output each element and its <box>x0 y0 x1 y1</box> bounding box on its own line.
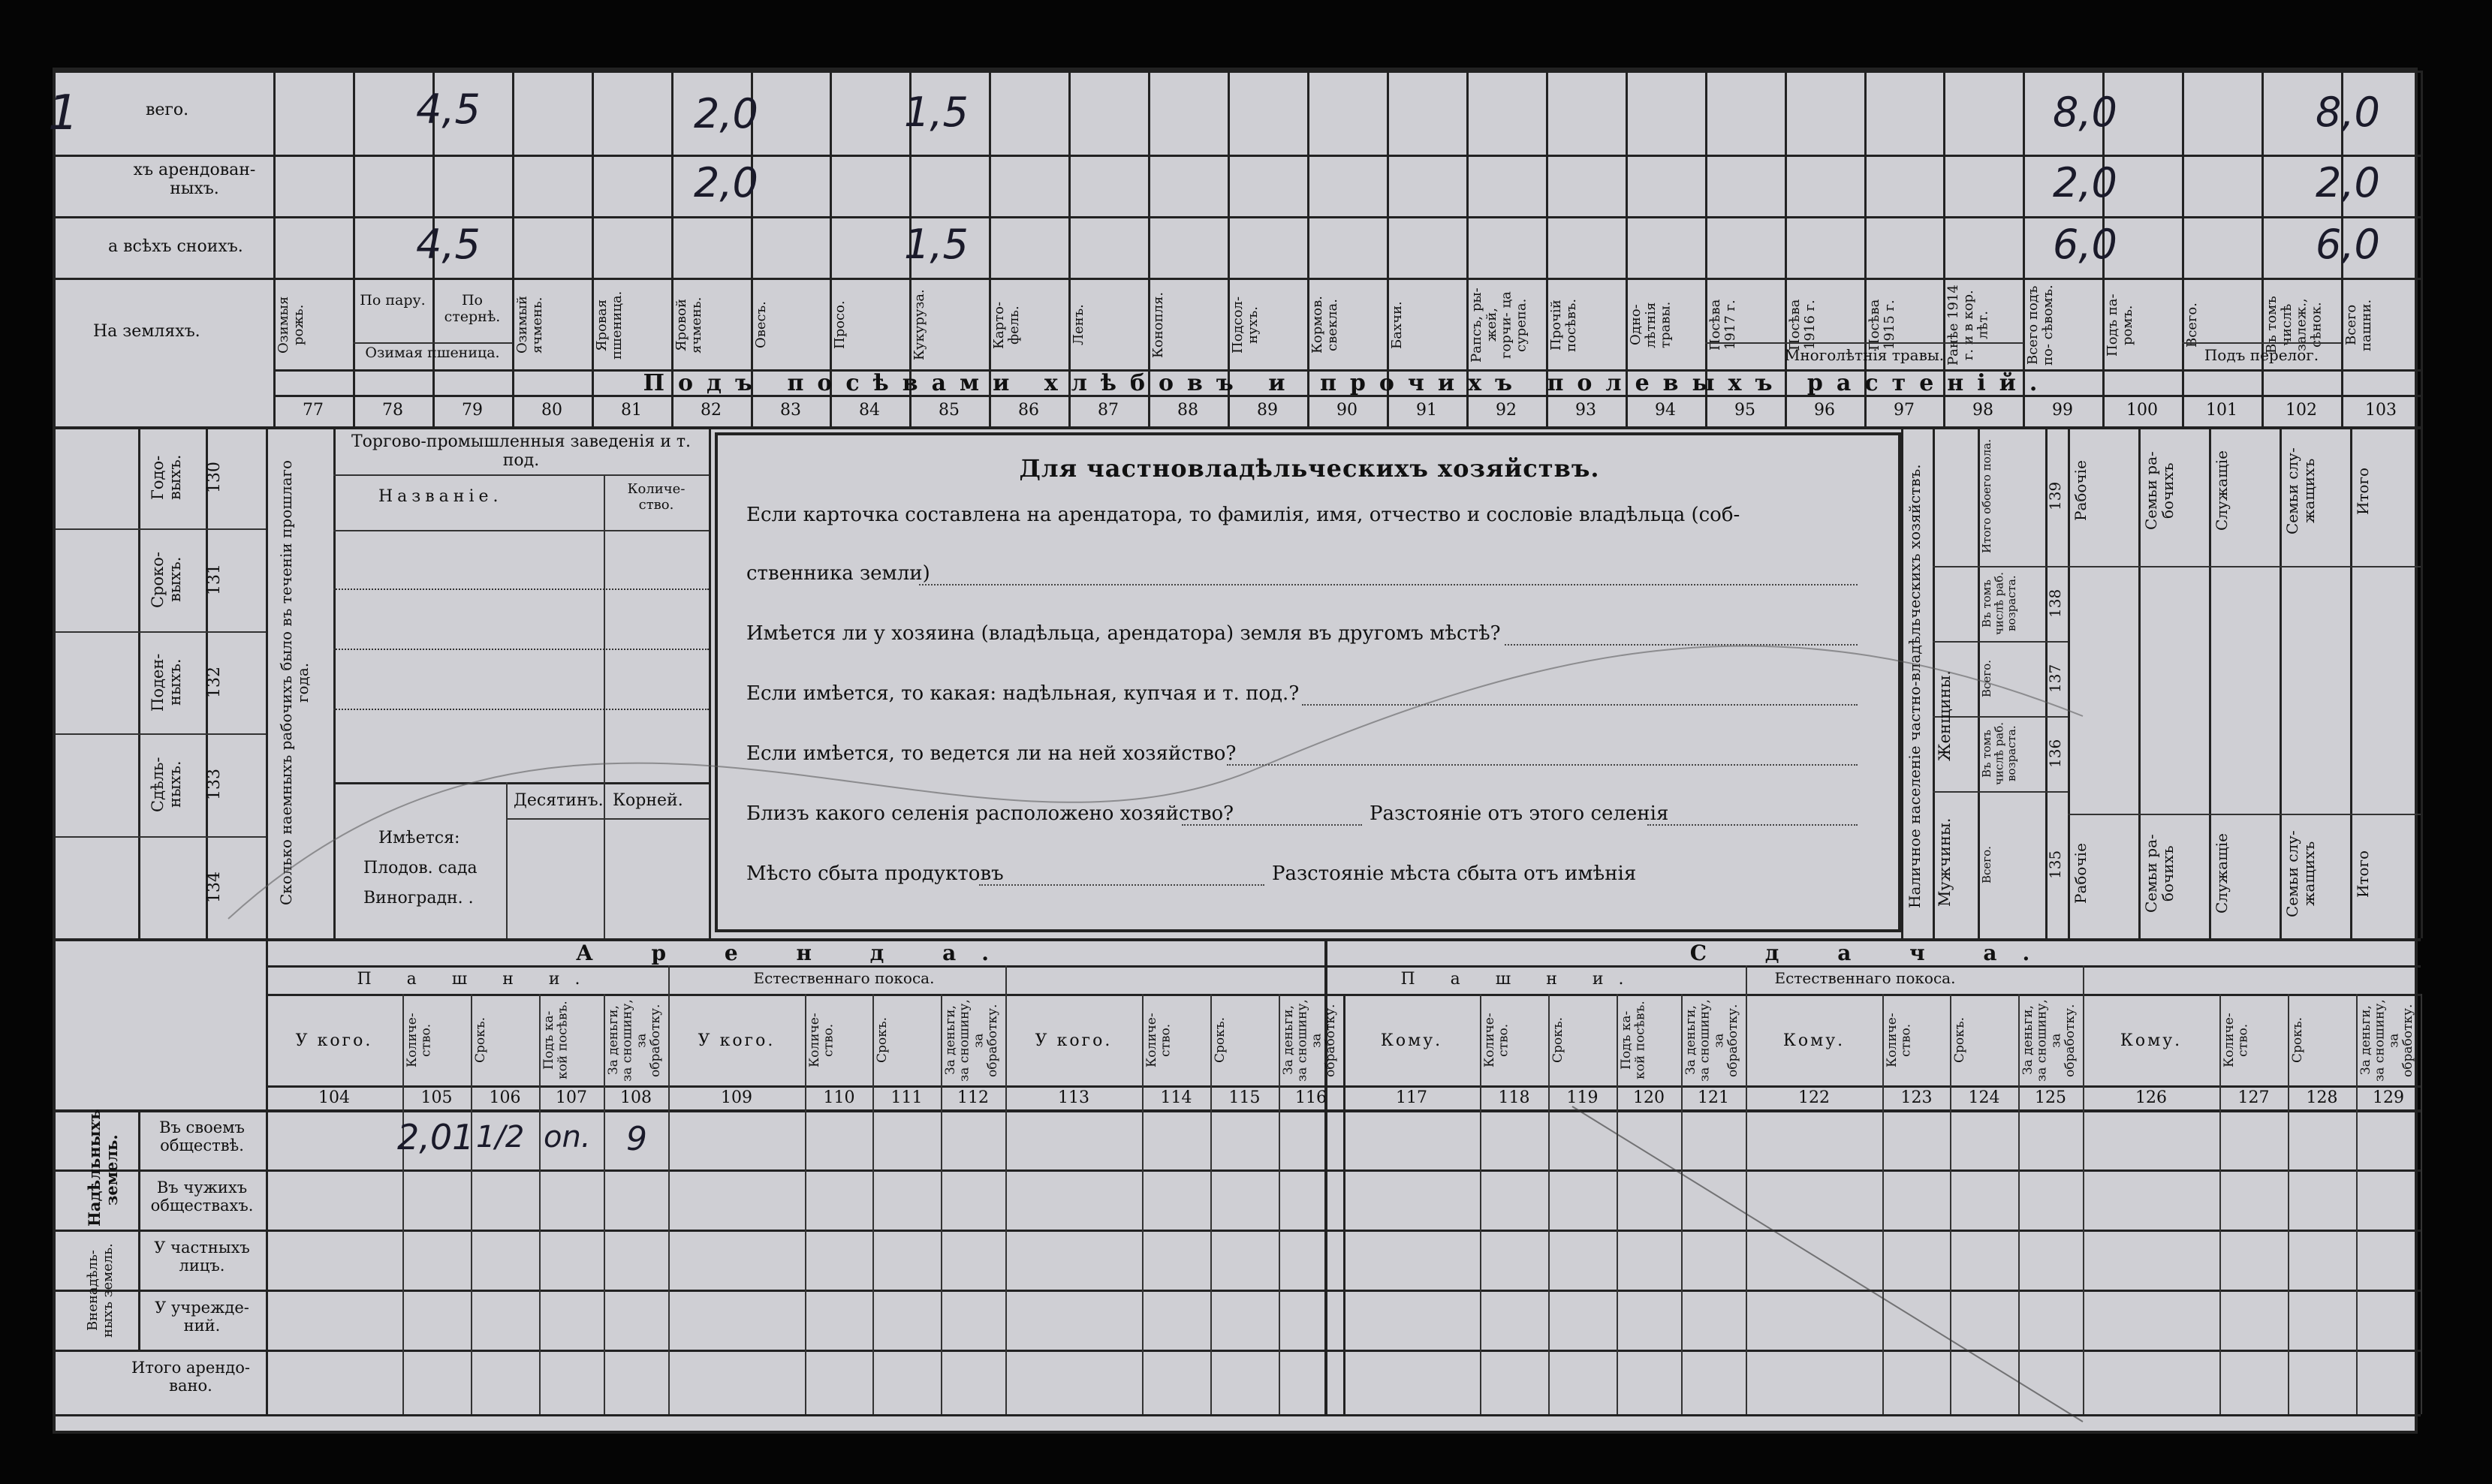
column-header: Карто- фель. <box>991 301 1022 349</box>
column-number: 80 <box>541 401 562 420</box>
sdacha-title: С д а ч а. <box>1689 941 2056 965</box>
population-num: 137 <box>2046 664 2064 694</box>
column-header: Посѣва 1917 г. <box>1707 299 1738 351</box>
population-col: Въ томъ числѣ раб. возраста. <box>1980 572 2018 636</box>
row-mark: 1 <box>48 86 79 141</box>
bottom-col-header: Срокъ. <box>1550 1017 1565 1064</box>
hand-value: on. <box>544 1120 591 1154</box>
private-line: Если имѣется, то ведется ли на ней хозяйство? <box>746 742 1237 765</box>
bottom-col-header: Срокъ. <box>875 1017 890 1064</box>
bottom-col-number: 106 <box>489 1088 521 1107</box>
bottom-col-header: Срокъ. <box>473 1017 488 1064</box>
bottom-col-number: 114 <box>1160 1088 1192 1107</box>
has-title: Имѣется: <box>378 829 460 847</box>
row-private: У частныхъ лицъ. <box>154 1239 250 1275</box>
column-header: Просо. <box>832 300 848 350</box>
column-number: 83 <box>780 401 801 420</box>
hand-value: 8,0 <box>2053 89 2117 136</box>
column-header: Ленъ. <box>1071 304 1086 346</box>
bottom-col-header: За деньги, за сношину, за обработку. <box>1683 999 1741 1082</box>
worker-number: 134 <box>205 871 224 903</box>
column-number: 78 <box>382 401 403 420</box>
population-num: 138 <box>2046 588 2064 619</box>
column-number: 102 <box>2286 401 2317 420</box>
rule <box>2421 71 2423 426</box>
column-header: Посѣва 1915 г. <box>1867 299 1897 351</box>
group-header: Многолѣтнiя травы. <box>1784 346 1945 364</box>
population-col: Въ томъ числѣ раб. возраста. <box>1980 722 2018 786</box>
column-header: Яровой ячмень. <box>673 296 704 354</box>
bottom-col-header: У кого. <box>698 1031 776 1050</box>
has-roots-header: Корней. <box>613 791 683 810</box>
bottom-col-number: 118 <box>1498 1088 1530 1107</box>
worker-number: 133 <box>205 769 224 800</box>
bottom-col-header: Кому. <box>2120 1031 2183 1050</box>
column-number: 103 <box>2365 401 2397 420</box>
bottom-col-number: 119 <box>1566 1088 1599 1107</box>
bottom-col-header: Количе- ство. <box>1482 1013 1511 1068</box>
bottom-col-number: 115 <box>1228 1088 1261 1107</box>
hand-value: 1,5 <box>904 89 969 136</box>
bottom-col-header: За деньги, за сношину, за обработку. <box>2358 999 2416 1082</box>
right-col-header: Семьи слу- жащихъ <box>2283 830 2318 917</box>
bottom-col-header: Подъ ка- кой посѣвъ. <box>1619 1001 1648 1080</box>
population-num: 139 <box>2046 481 2064 511</box>
column-header: Бахчи. <box>1389 301 1405 349</box>
worker-type: Сроко- выхъ. <box>149 551 185 608</box>
pencil-curve <box>56 71 2421 1437</box>
bottom-col-number: 111 <box>890 1088 923 1107</box>
bottom-col-number: 104 <box>318 1088 350 1107</box>
right-col-header: Служащiе <box>2213 450 2231 531</box>
bottom-col-number: 122 <box>1798 1088 1830 1107</box>
column-number: 93 <box>1575 401 1596 420</box>
bottom-col-header: Кому. <box>1380 1031 1443 1050</box>
column-number: 96 <box>1814 401 1835 420</box>
rule <box>2421 426 2423 938</box>
bottom-col-number: 113 <box>1058 1088 1089 1107</box>
worker-type: Поден- ныхъ. <box>149 653 185 712</box>
private-line: Близъ какого селенiя расположено хозяйство? <box>746 802 1234 825</box>
right-col-header: Рабочiе <box>2072 460 2090 522</box>
private-line: Имѣется ли у хозяина (владѣльца, арендатора) земля въ другомъ мѣстѣ? <box>746 622 1501 645</box>
worker-type: Сдѣль- ныхъ. <box>149 757 185 812</box>
private-line: ственника земли) <box>746 562 930 585</box>
row-other-society: Въ чужихъ обществахъ. <box>150 1178 254 1215</box>
column-header: Овесъ. <box>753 301 769 349</box>
right-col-header: Итого <box>2354 850 2372 898</box>
bottom-col-header: Срокъ. <box>1952 1017 1967 1064</box>
column-header: Въ томъ числѣ залеж., сѣнок. <box>2264 296 2325 354</box>
crops-banner: Подъ посѣвами хлѣбовъ и прочихъ полевыхъ растенiй. <box>643 370 2051 396</box>
sdacha-pokos: Естественнаго покоса. <box>1774 969 1956 987</box>
bottom-col-header: Кому. <box>1782 1031 1846 1050</box>
group-vnenadel: Вненадѣль- ныхъ земель. <box>85 1243 116 1338</box>
row-total-rented: Итого арендо- вано. <box>131 1359 250 1395</box>
hand-value: 1/2 <box>476 1120 525 1154</box>
private-line: Мѣсто сбыта продуктовъ <box>746 862 1004 885</box>
bottom-col-header: Количе- ство. <box>1885 1013 1914 1068</box>
row-label-rented: хъ арендован- ныхъ. <box>133 161 256 199</box>
population-num: 136 <box>2046 739 2064 769</box>
column-header: По стернѣ. <box>444 292 501 325</box>
right-col-header: Семьи ра- бочихъ <box>2142 451 2177 531</box>
right-col-header: Семьи ра- бочихъ <box>2142 834 2177 914</box>
group-nadel: Надѣльныхъ земель. <box>85 1109 122 1227</box>
column-header: Конопля. <box>1150 291 1166 359</box>
right-col-header: Итого <box>2354 467 2372 515</box>
group-header: Подъ перелог. <box>2204 346 2319 364</box>
private-title: Для частновладѣльческихъ хозяйствъ. <box>1019 454 1600 483</box>
private-line: Разстоянiе мѣста сбыта отъ имѣнiя <box>1272 862 1637 885</box>
column-number: 99 <box>2052 401 2073 420</box>
column-number: 86 <box>1018 401 1039 420</box>
has-dec-header: Десятинъ. <box>514 791 604 810</box>
bottom-col-header: Количе- ство. <box>2222 1013 2251 1068</box>
column-number: 88 <box>1177 401 1198 420</box>
population-title: Наличное населенiе частно-владѣльческихъ хозяйствъ. <box>1906 464 1924 908</box>
bottom-col-number: 108 <box>620 1088 652 1107</box>
rule <box>2421 994 2422 1414</box>
column-header: Ранѣе 1914 г. и в кор. лѣт. <box>1945 284 1991 366</box>
men-label: Мужчины. <box>1936 817 1954 908</box>
worker-number: 131 <box>205 564 224 595</box>
workers-title: Сколько наемныхъ рабочихъ было въ теченiи прошлаго года. <box>277 459 312 905</box>
bottom-col-number: 121 <box>1698 1088 1729 1107</box>
hand-value: 6,0 <box>2316 221 2380 268</box>
hand-value: 6,0 <box>2053 221 2117 268</box>
column-number: 91 <box>1416 401 1437 420</box>
bottom-col-number: 110 <box>823 1088 855 1107</box>
population-num: 135 <box>2046 850 2064 880</box>
bottom-col-header: Количе- ство. <box>405 1013 434 1068</box>
bottom-col-number: 112 <box>957 1088 989 1107</box>
column-number: 94 <box>1655 401 1676 420</box>
column-header: Яровая пшеница. <box>594 290 625 360</box>
worker-type: Годо- выхъ. <box>149 454 185 501</box>
column-number: 98 <box>1972 401 1993 420</box>
hand-value: 4,5 <box>416 86 481 133</box>
column-number: 79 <box>462 401 483 420</box>
group-header: Озимая пшеница. <box>365 345 500 361</box>
census-card <box>48 68 2418 1434</box>
row-institutions: У учрежде- ний. <box>155 1299 249 1335</box>
column-number: 101 <box>2206 401 2237 420</box>
bottom-col-number: 116 <box>1295 1088 1327 1107</box>
trade-title: Торгово-промышленныя заведенiя и т. под. <box>351 432 692 471</box>
column-number: 92 <box>1496 401 1517 420</box>
bottom-col-number: 120 <box>1633 1088 1665 1107</box>
column-number: 89 <box>1257 401 1278 420</box>
column-number: 82 <box>701 401 722 420</box>
column-header: Рапсъ, ры- жей, горчи- ца сурепа. <box>1469 287 1529 363</box>
column-number: 90 <box>1336 401 1357 420</box>
row-own-society: Въ своемъ обществѣ. <box>159 1118 245 1155</box>
column-header: Всего. <box>2184 303 2200 348</box>
bottom-col-header: Количе- ство. <box>1144 1013 1174 1068</box>
has-vineyard: Виноградн. . <box>363 889 474 908</box>
bottom-col-number: 107 <box>556 1088 587 1107</box>
column-header: Подсол- нухъ. <box>1230 296 1261 354</box>
column-number: 77 <box>303 401 324 420</box>
population-col: Итого обоего пола. <box>1980 439 1993 553</box>
bottom-col-number: 128 <box>2306 1088 2338 1107</box>
bottom-col-number: 109 <box>721 1088 752 1107</box>
women-label: Женщины. <box>1936 670 1954 762</box>
bottom-col-header: За деньги, за сношину, за обработку. <box>2020 999 2078 1082</box>
column-header: Кормов. свекла. <box>1309 296 1340 354</box>
right-col-header: Рабочiе <box>2072 843 2090 905</box>
hand-value: 2,01 <box>397 1117 475 1157</box>
bottom-col-header: Срокъ. <box>1213 1017 1228 1064</box>
column-header: Всего пашни. <box>2343 299 2374 351</box>
column-header: Посѣва 1916 г. <box>1787 299 1818 351</box>
population-col: Всего. <box>1980 660 1993 697</box>
bottom-col-header: За деньги, за сношину, за обработку. <box>1281 999 1339 1082</box>
bottom-col-number: 125 <box>2035 1088 2066 1107</box>
hand-value: 9 <box>626 1120 647 1158</box>
column-number: 85 <box>939 401 960 420</box>
bottom-col-number: 123 <box>1900 1088 1933 1107</box>
hand-value: 4,5 <box>416 221 481 268</box>
bottom-col-number: 117 <box>1396 1088 1427 1107</box>
hand-value: 2,0 <box>694 90 758 137</box>
column-number: 97 <box>1894 401 1915 420</box>
population-col: Всего. <box>1980 846 1993 883</box>
arenda-pashni: П а ш н и. <box>357 970 595 989</box>
bottom-col-header: За деньги, за сношину, за обработку. <box>606 999 664 1082</box>
column-header: Одно- лѣтнiя травы. <box>1628 301 1674 349</box>
row-label-total: вего. <box>146 101 189 119</box>
column-header: Озимый ячмень. <box>514 296 545 354</box>
private-line: Если карточка составлена на арендатора, то фамилiя, имя, отчество и сословiе владѣльца (соб- <box>746 504 1740 526</box>
bottom-col-number: 124 <box>1968 1088 2000 1107</box>
trade-qty-header: Количе- ство. <box>627 481 686 513</box>
right-col-header: Семьи слу- жащихъ <box>2283 447 2318 534</box>
column-number: 87 <box>1098 401 1119 420</box>
column-header: Подъ па- ромъ. <box>2105 293 2135 357</box>
row-label-own: а всѣхъ сноихъ. <box>108 237 243 256</box>
column-header: Всего подъ по- сѣвомъ. <box>2025 284 2056 366</box>
column-header: По пару. <box>360 292 426 309</box>
hand-value: 2,0 <box>2053 159 2117 206</box>
hand-value: 2,0 <box>694 159 758 206</box>
bottom-col-number: 105 <box>420 1088 453 1107</box>
worker-number: 132 <box>205 667 224 698</box>
private-line: Разстоянiе отъ этого селенiя <box>1370 802 1669 825</box>
column-number: 84 <box>859 401 880 420</box>
hand-value: 1,5 <box>904 221 969 268</box>
has-orchard: Плодов. сада <box>363 859 478 877</box>
bottom-col-header: За деньги, за сношину, за обработку. <box>943 999 1001 1082</box>
hand-value: 2,0 <box>2316 159 2380 206</box>
column-number: 100 <box>2126 401 2158 420</box>
bottom-col-header: У кого. <box>295 1031 373 1050</box>
bottom-col-header: Количе- ство. <box>807 1013 836 1068</box>
bottom-col-header: Подъ ка- кой посѣвъ. <box>541 1001 571 1080</box>
hand-value: 8,0 <box>2316 89 2380 136</box>
bottom-col-header: У кого. <box>1035 1031 1113 1050</box>
column-header: Кукуруза. <box>912 289 927 361</box>
sdacha-pashni: П а ш н и. <box>1400 970 1639 989</box>
bottom-col-number: 127 <box>2237 1088 2270 1107</box>
private-line: Если имѣется, то какая: надѣльная, купчая и т. под.? <box>746 682 1300 705</box>
trade-name-header: Названiе. <box>378 487 503 506</box>
column-header: Озимыя рожь. <box>276 296 306 354</box>
column-header: Прочiй посѣвъ. <box>1548 298 1579 352</box>
worker-number: 130 <box>205 462 224 493</box>
bottom-col-header: Срокъ. <box>2290 1017 2305 1064</box>
column-number: 81 <box>621 401 642 420</box>
row-label-on-lands: На земляхъ. <box>93 322 200 341</box>
arenda-pokos: Естественнаго покоса. <box>753 969 935 987</box>
column-number: 95 <box>1734 401 1755 420</box>
bottom-col-number: 129 <box>2373 1088 2404 1107</box>
arenda-title: А р е н д а. <box>576 941 1014 965</box>
right-col-header: Служащiе <box>2213 833 2231 914</box>
bottom-col-number: 126 <box>2135 1088 2167 1107</box>
